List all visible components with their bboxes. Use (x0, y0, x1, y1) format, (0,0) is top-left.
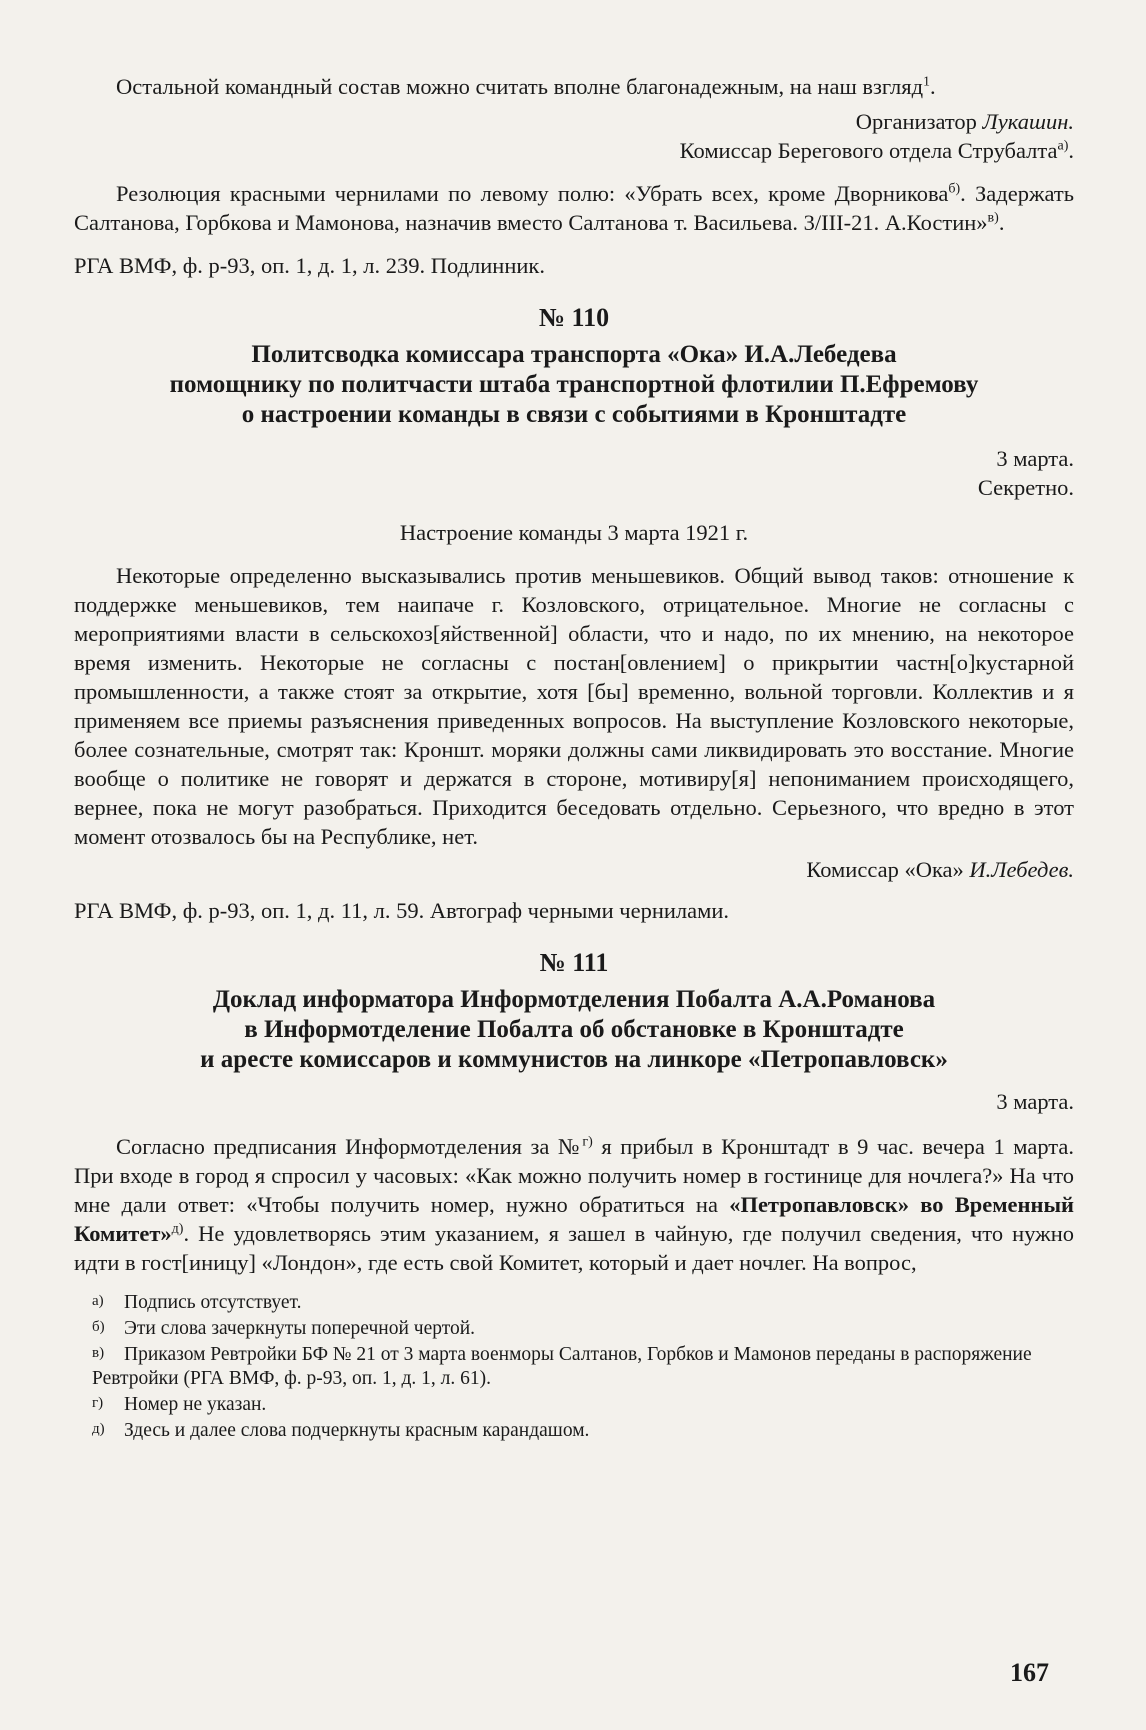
footnotes (74, 1289, 1074, 1443)
doc109-closing-paragraph: Остальной командный состав можно считать вполне благонадежным, на наш взгляд$^1$. (116, 74, 936, 99)
doc110-date: 3 марта. (996, 446, 1074, 471)
doc111-number: № 111 (539, 948, 609, 977)
doc111-title-line1: Доклад информатора Информотделения Побалта А.А.Романова (212, 986, 936, 1013)
footnote: б) Эти слова зачеркнуты поперечной чертой. (92, 1318, 476, 1339)
doc111-title-line3: и аресте комиссаров и коммунистов на линкоре «Петропавловск» (200, 1046, 948, 1073)
doc109-organizer-signature: Организатор Лукашин. (855, 109, 1074, 134)
doc109-source: РГА ВМФ, ф. р-93, оп. 1, д. 1, л. 239. Подлинник. (74, 253, 545, 278)
page-number: 167 (1010, 1658, 1049, 1687)
doc110-title-line2: помощнику по политчасти штаба транспортной флотилии П.Ефремову (169, 371, 979, 398)
doc110-title-line3: о настроении команды в связи с событиями в Кронштадте (241, 401, 907, 428)
doc111-body: Согласно предписания Информотделения за №$^{г)}$ я прибыл в Кронштадт в 9 час. вечера 1 марта. При входе в город я спросил у часовых: «Как можно получить номер в гостинице для ночлега?» На что мне дали ответ: «Чтобы получить номер, нужно обратиться на «Петропавловск» во Временный Комитет»$^{д)}$. Не удовлетворясь этим указанием, я зашел в чайную, где получил сведения, что нужно идти в гост[иницу] «Лондон», где есть свой Комитет, который и дает ночлег. На вопрос, (74, 1134, 1075, 1275)
doc110-heading: Настроение команды 3 марта 1921 г. (399, 520, 749, 545)
doc110-body: Некоторые определенно высказывались против меньшевиков. Общий вывод таков: отношение к поддержке меньшевиков, тем наипаче г. Козловского, отрицательное. Многие не согласны с мероприятиями власти в сельскохоз[яйственной] области, что и надо, по их мнению, на некоторое время изменить. Некоторые не согласны с постан[овлением] о прикрытии частн[о]кустарной промышленности, а также стоят за открытие, хотя [бы] временно, вольной торговли. Коллектив и я применяем все приемы разъяснения приведенных вопросов. На выступление Козловского некоторые, более сознательные, смотрят так: Кроншт. моряки должны сами ликвидировать это восстание. Многие вообще о политике не говорят и держатся в стороне, мотивиру[я] непониманием происходящего, вернее, пока не могут разобраться. Приходится беседовать отдельно. Серьезного, что вредно в этот момент отозвалось бы на Республике, нет. (74, 563, 1074, 849)
footnote: г) Номер не указан. (92, 1394, 267, 1415)
footnote: а) Подпись отсутствует. (92, 1292, 302, 1313)
doc110-title-line1: Политсводка комиссара транспорта «Ока» И.А.Лебедева (251, 341, 897, 368)
doc110-number: № 110 (538, 303, 610, 332)
doc109-resolution: Резолюция красными чернилами по левому полю: «Убрать всех, кроме Дворникова$^{б)}$. Задержать Салтанова, Горбкова и Мамонова, назначив вместо Салтанова т. Васильева. 3/III-21. А.Костин»$^{в)}$. (74, 181, 1074, 235)
doc111-title-line2: в Информотделение Побалта об обстановке в Кронштадте (244, 1016, 904, 1043)
footnote: д) Здесь и далее слова подчеркнуты красным карандашом. (92, 1420, 590, 1441)
doc111-date: 3 марта. (996, 1089, 1074, 1114)
doc109-commissar-signature: Комиссар Берегового отдела Струбалта$^{а)}$. (679, 138, 1074, 163)
doc110-signature: Комиссар «Ока» И.Лебедев. (806, 857, 1074, 882)
doc110-secrecy: Секретно. (977, 475, 1074, 500)
footnote: в) Приказом Ревтройки БФ № 21 от 3 марта военморы Салтанов, Горбков и Мамонов переданы в распоряжение Ревтройки (РГА ВМФ, ф. р-93, оп. 1, д. 1, л. 61). (92, 1344, 1032, 1389)
doc110-source: РГА ВМФ, ф. р-93, оп. 1, д. 11, л. 59. Автограф черными чернилами. (74, 898, 730, 923)
